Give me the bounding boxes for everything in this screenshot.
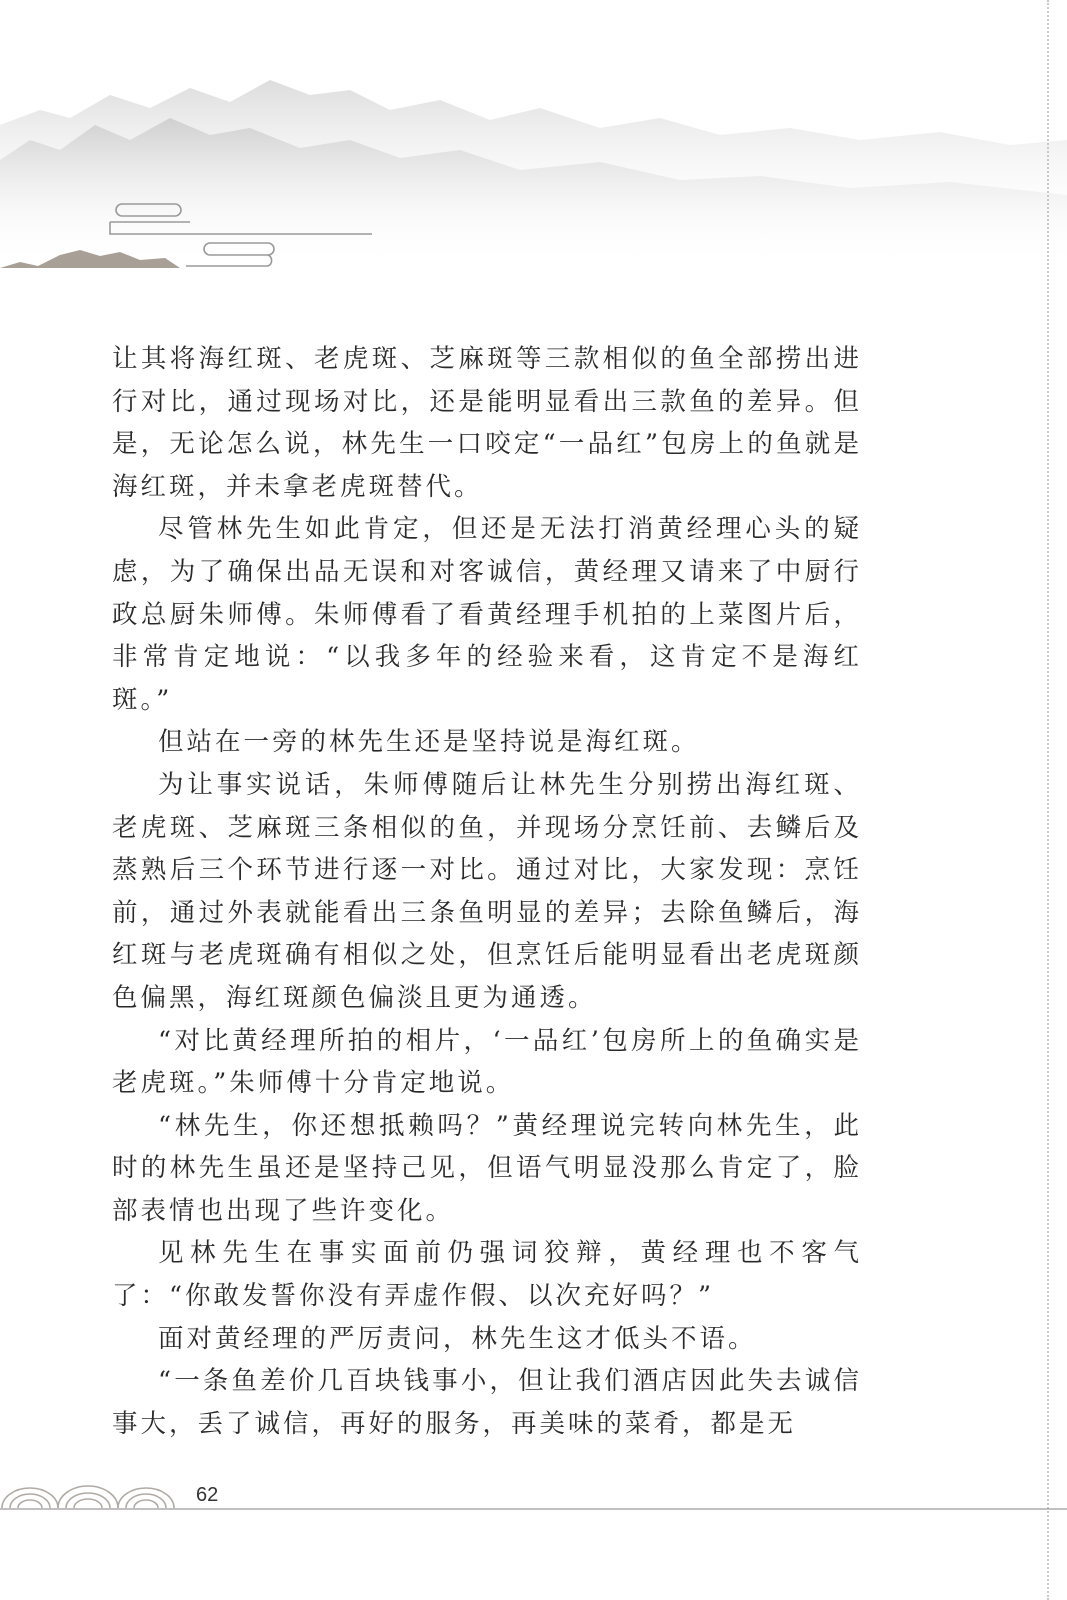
mountain-mist-header — [0, 0, 1067, 300]
wave-footer-icon — [2, 1486, 174, 1508]
footer-decoration — [0, 1478, 1067, 1528]
paragraph: 尽管林先生如此肯定，但还是无法打消黄经理心头的疑虑，为了确保出品无误和对客诚信，黄经理又请来了中厨行政总厨朱师傅。朱师傅看了看黄经理手机拍的上菜图片后，非常肯定地说：“以我多年的经验来看，这肯定不是海红斑。” — [112, 514, 862, 715]
paragraph: 见林先生在事实面前仍强词狡辩，黄经理也不客气了：“你敢发誓你没有弄虚作假、以次充好吗？” — [112, 1238, 862, 1312]
paragraph: 为让事实说话，朱师傅随后让林先生分别捞出海红斑、老虎斑、芝麻斑三条相似的鱼，并现场分烹饪前、去鳞后及蒸熟后三个环节进行逐一对比。通过对比，大家发现：烹饪前，通过外表就能看出三条鱼明显的差异；去除鱼鳞后，海红斑与老虎斑确有相似之处，但烹饪后能明显看出老虎斑颜色偏黑，海红斑颜色偏淡且更为通透。 — [112, 769, 862, 1013]
paragraph: “对比黄经理所拍的相片，‘一品红’包房所上的鱼确实是老虎斑。”朱师傅十分肯定地说。 — [112, 1025, 862, 1099]
paragraph: 但站在一旁的林先生还是坚持说是海红斑。 — [158, 727, 700, 758]
paragraph: “一条鱼差价几百块钱事小，但让我们酒店因此失去诚信事大，丢了诚信，再好的服务，再美味的菜肴，都是无 — [112, 1366, 862, 1439]
paragraph: 让其将海红斑、老虎斑、芝麻斑等三款相似的鱼全部捞出进行对比，通过现场对比，还是能明显看出三款鱼的差异。但是，无论怎么说，林先生一口咬定“一品红”包房上的鱼就是海红斑，并未拿老虎斑替代。 — [112, 344, 862, 502]
page-edge-dotted-line — [1047, 0, 1049, 1600]
body-text — [112, 338, 862, 1445]
page-number: 62 — [196, 1484, 219, 1506]
paragraph: 面对黄经理的严厉责问，林先生这才低头不语。 — [158, 1323, 757, 1354]
paragraph: “林先生，你还想抵赖吗？”黄经理说完转向林先生，此时的林先生虽还是坚持己见，但语气明显没那么肯定了，脸部表情也出现了些许变化。 — [112, 1110, 862, 1226]
